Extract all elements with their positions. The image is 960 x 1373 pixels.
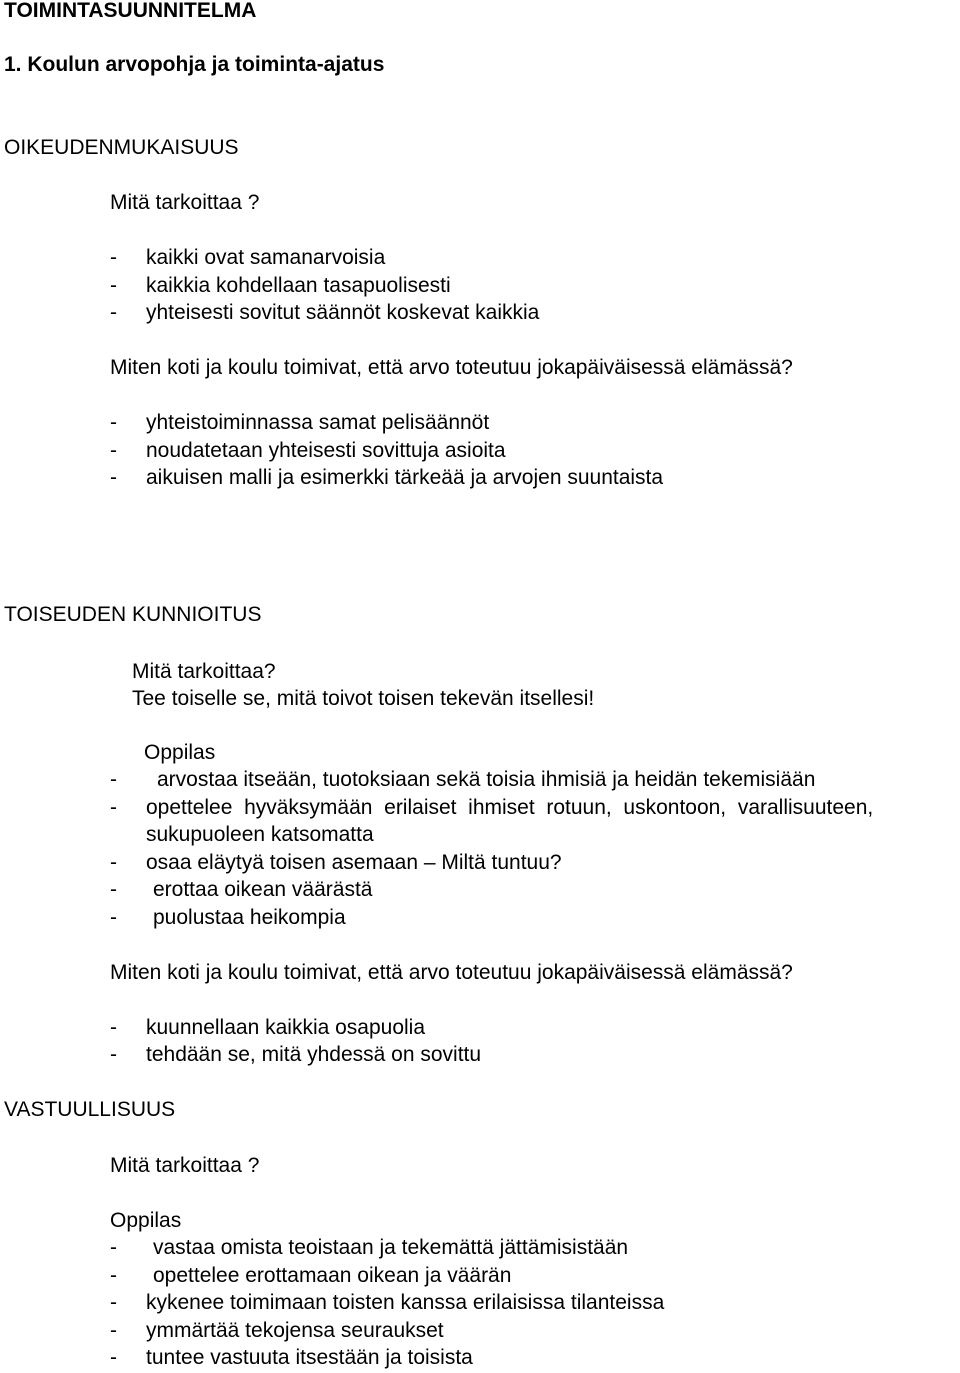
list-dash: - bbox=[110, 1346, 117, 1369]
question-what-means: Mitä tarkoittaa? bbox=[132, 660, 276, 683]
list-dash: - bbox=[110, 439, 117, 462]
list-item: vastaa omista teoistaan ja tekemättä jättämisistään bbox=[153, 1236, 629, 1259]
question-what-means: Mitä tarkoittaa ? bbox=[110, 1154, 260, 1177]
list-item: noudatetaan yhteisesti sovittuja asioita bbox=[146, 439, 506, 462]
list-dash: - bbox=[110, 1016, 117, 1039]
heading-oikeudenmukaisuus: OIKEUDENMUKAISUUS bbox=[4, 136, 239, 159]
list-item: yhteistoiminnassa samat pelisäännöt bbox=[146, 411, 490, 434]
list-item: aikuisen malli ja esimerkki tärkeää ja arvojen suuntaista bbox=[146, 466, 664, 489]
list-dash: - bbox=[110, 851, 117, 874]
list-item: tuntee vastuuta itsestään ja toisista bbox=[146, 1346, 473, 1369]
subheading-oppilas: Oppilas bbox=[144, 741, 216, 764]
list-item: opettelee erottamaan oikean ja väärän bbox=[153, 1264, 512, 1287]
list-dash: - bbox=[110, 878, 117, 901]
list-item: opettelee hyväksymään erilaiset ihmiset rotuun, uskontoon, varallisuuteen, bbox=[146, 796, 874, 819]
list-dash: - bbox=[110, 411, 117, 434]
heading-toiseuden-kunnioitus: TOISEUDEN KUNNIOITUS bbox=[4, 603, 262, 626]
heading-vastuullisuus: VASTUULLISUUS bbox=[4, 1098, 176, 1121]
question-how-implemented: Miten koti ja koulu toimivat, että arvo toteutuu jokapäiväisessä elämässä? bbox=[110, 961, 793, 984]
question-what-means: Mitä tarkoittaa ? bbox=[110, 191, 260, 214]
list-item: erottaa oikean väärästä bbox=[153, 878, 373, 901]
question-how-implemented: Miten koti ja koulu toimivat, että arvo toteutuu jokapäiväisessä elämässä? bbox=[110, 356, 793, 379]
document-title: TOIMINTASUUNNITELMA bbox=[4, 0, 257, 22]
list-item: kuunnellaan kaikkia osapuolia bbox=[146, 1016, 426, 1039]
list-item: ymmärtää tekojensa seuraukset bbox=[146, 1319, 444, 1342]
list-dash: - bbox=[110, 1236, 117, 1259]
list-dash: - bbox=[110, 1291, 117, 1314]
list-item: yhteisesti sovitut säännöt koskevat kaikkia bbox=[146, 301, 540, 324]
list-item: kykenee toimimaan toisten kanssa erilaisissa tilanteissa bbox=[146, 1291, 665, 1314]
list-item-continuation: sukupuoleen katsomatta bbox=[146, 823, 374, 846]
list-item: arvostaa itseään, tuotoksiaan sekä toisia ihmisiä ja heidän tekemisiään bbox=[157, 768, 816, 791]
list-dash: - bbox=[110, 906, 117, 929]
section-heading: 1. Koulun arvopohja ja toiminta-ajatus bbox=[4, 53, 385, 76]
list-dash: - bbox=[110, 246, 117, 269]
list-dash: - bbox=[110, 796, 117, 819]
motto: Tee toiselle se, mitä toivot toisen tekevän itsellesi! bbox=[132, 687, 595, 710]
list-item: kaikkia kohdellaan tasapuolisesti bbox=[146, 274, 451, 297]
list-item: kaikki ovat samanarvoisia bbox=[146, 246, 386, 269]
subheading-oppilas: Oppilas bbox=[110, 1209, 182, 1232]
list-dash: - bbox=[110, 1043, 117, 1066]
list-dash: - bbox=[110, 1319, 117, 1342]
list-dash: - bbox=[110, 301, 117, 324]
list-dash: - bbox=[110, 768, 117, 791]
list-item: puolustaa heikompia bbox=[153, 906, 346, 929]
list-dash: - bbox=[110, 274, 117, 297]
list-dash: - bbox=[110, 1264, 117, 1287]
list-item: tehdään se, mitä yhdessä on sovittu bbox=[146, 1043, 482, 1066]
list-dash: - bbox=[110, 466, 117, 489]
list-item: osaa eläytyä toisen asemaan – Miltä tuntuu? bbox=[146, 851, 562, 874]
